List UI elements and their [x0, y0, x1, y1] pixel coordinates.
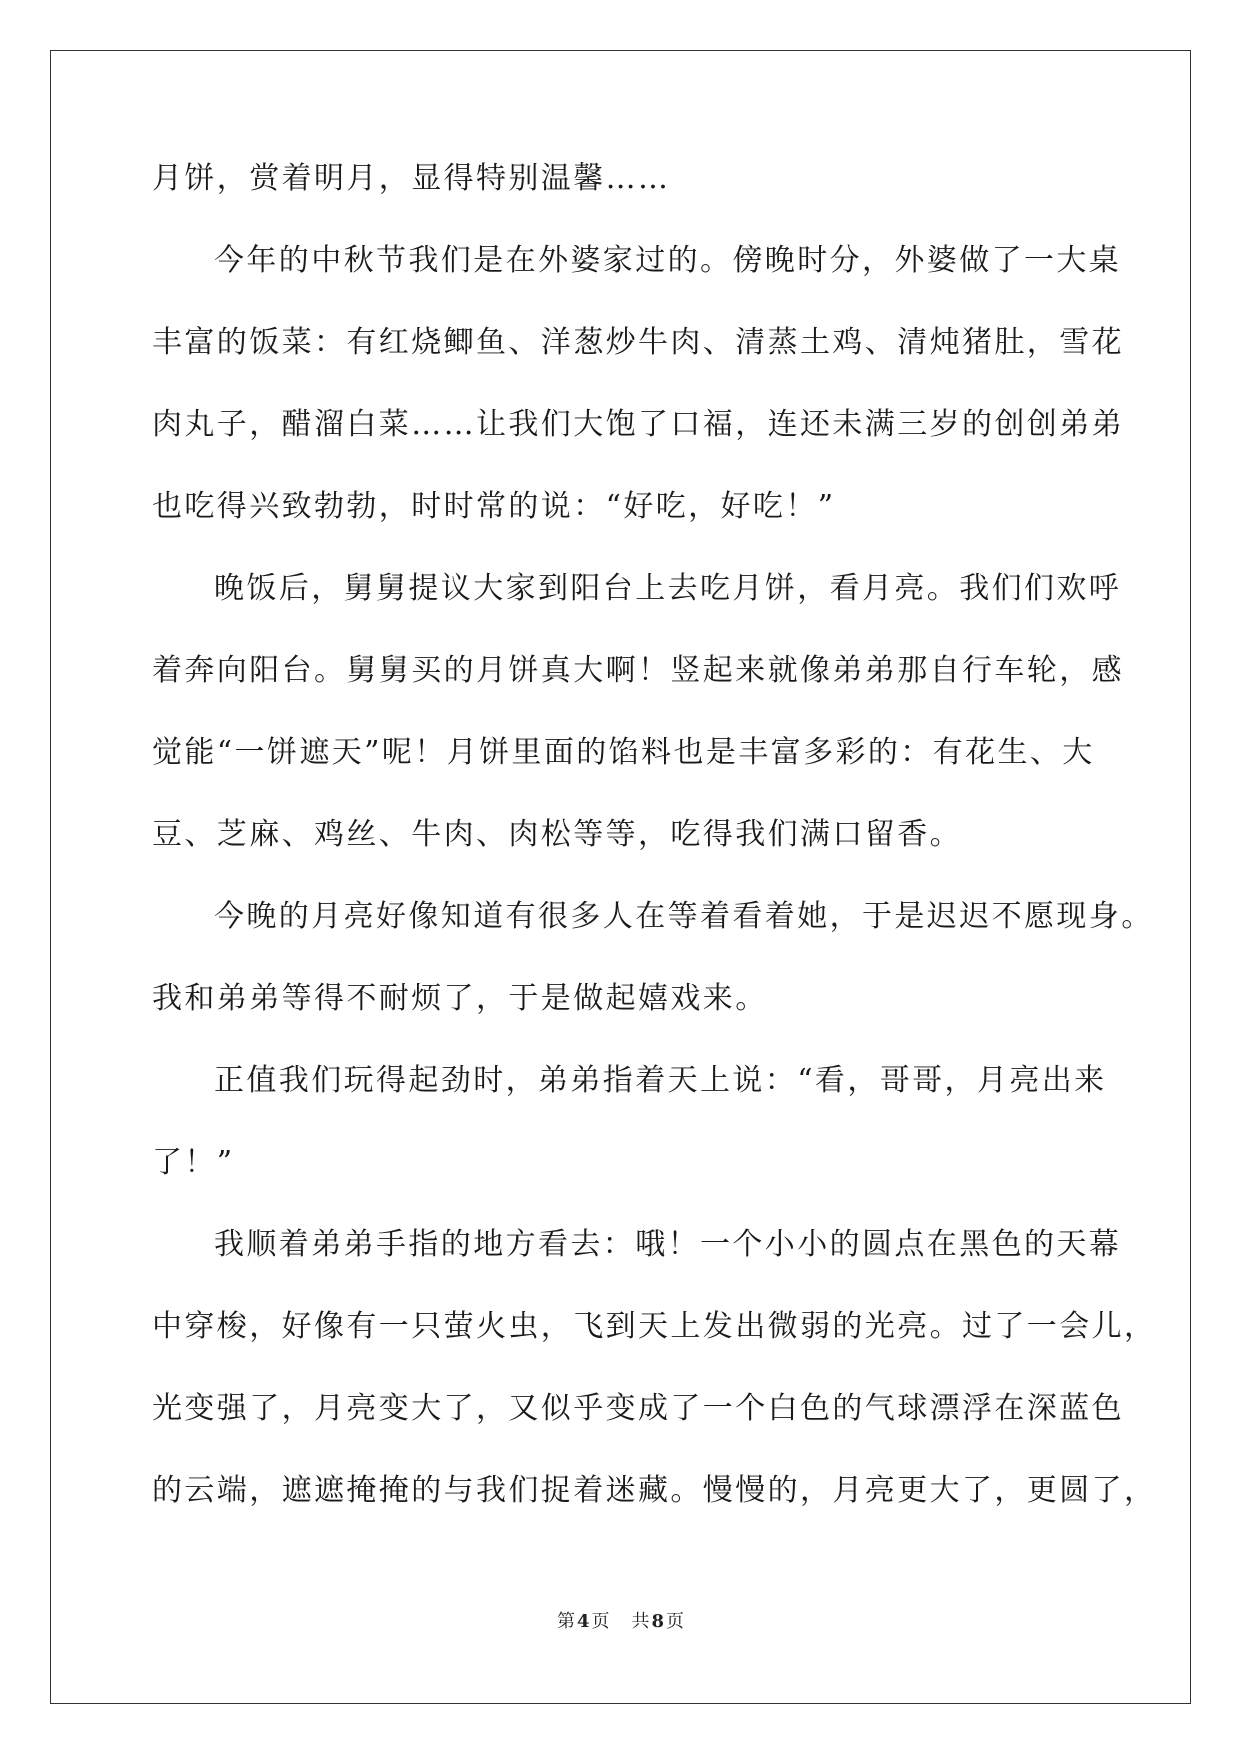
page-footer	[0, 1610, 1241, 1634]
text-line: 中穿梭，好像有一只萤火虫，飞到天上发出微弱的光亮。过了一会儿，	[152, 1309, 1157, 1344]
paragraph-first-line: 正值我们玩得起劲时，弟弟指着天上说：“看，哥哥，月亮出来	[214, 1063, 1107, 1098]
text-line: 着奔向阳台。舅舅买的月饼真大啊！竖起来就像弟弟那自行车轮，感	[152, 653, 1124, 688]
text-line: 觉能“一饼遮天”呢！月饼里面的馅料也是丰富多彩的：有花生、大	[152, 735, 1095, 770]
body-text	[152, 155, 1157, 1549]
text-line: 肉丸子，醋溜白菜……让我们大饱了口福，连还未满三岁的创创弟弟	[152, 407, 1124, 442]
paragraph-first-line: 晚饭后，舅舅提议大家到阳台上去吃月饼，看月亮。我们们欢呼	[214, 571, 1122, 606]
text-line: 的云端，遮遮掩掩的与我们捉着迷藏。慢慢的，月亮更大了，更圆了，	[152, 1473, 1157, 1508]
text-line: 光变强了，月亮变大了，又似乎变成了一个白色的气球漂浮在深蓝色	[152, 1391, 1124, 1426]
text-line: 豆、芝麻、鸡丝、牛肉、肉松等等，吃得我们满口留香。	[152, 817, 962, 852]
text-line: 丰富的饭菜：有红烧鲫鱼、洋葱炒牛肉、清蒸土鸡、清炖猪肚，雪花	[152, 325, 1124, 360]
text-line: 月饼，赏着明月，显得特别温馨……	[152, 161, 671, 196]
page-suffix: 页	[591, 1611, 610, 1632]
total-pages: 8	[651, 1611, 665, 1632]
page-prefix: 第	[556, 1611, 575, 1632]
text-line: 了！”	[152, 1145, 235, 1180]
total-suffix: 页	[666, 1611, 685, 1632]
text-line: 也吃得兴致勃勃，时时常的说：“好吃，好吃！”	[152, 489, 836, 524]
paragraph-first-line: 我顺着弟弟手指的地方看去：哦！一个小小的圆点在黑色的天幕	[214, 1227, 1122, 1262]
paragraph-first-line: 今晚的月亮好像知道有很多人在等着看着她，于是迟迟不愿现身。	[214, 899, 1154, 934]
total-prefix: 共	[631, 1611, 650, 1632]
text-line: 我和弟弟等得不耐烦了，于是做起嬉戏来。	[152, 981, 768, 1016]
paragraph-first-line: 今年的中秋节我们是在外婆家过的。傍晚时分，外婆做了一大桌	[214, 243, 1122, 278]
page-number: 4	[576, 1611, 590, 1632]
